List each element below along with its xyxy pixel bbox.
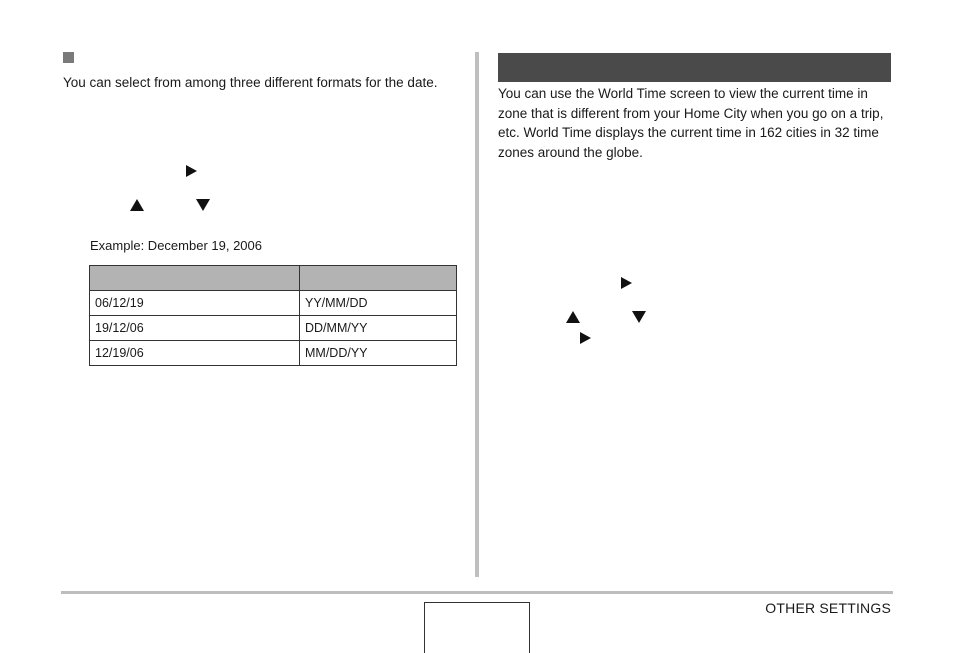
paragraph-line: zones around the globe. [498, 144, 643, 160]
section-title-bar [498, 53, 891, 82]
page-number-box [424, 602, 530, 653]
table-cell-example: 06/12/19 [90, 291, 300, 316]
footer-section-label: OTHER SETTINGS [765, 600, 891, 616]
down-arrow-icon [632, 311, 646, 323]
up-arrow-icon [130, 199, 144, 211]
footer-rule [61, 591, 893, 594]
example-text: Example: December 19, 2006 [90, 238, 262, 253]
table-cell-example: 19/12/06 [90, 316, 300, 341]
square-bullet-icon [63, 52, 74, 63]
table-cell-format: MM/DD/YY [300, 341, 457, 366]
table-header-cell [300, 266, 457, 291]
table-cell-format: DD/MM/YY [300, 316, 457, 341]
date-format-table [89, 265, 457, 366]
table-header-cell [90, 266, 300, 291]
world-time-description [498, 84, 894, 162]
table-cell-example: 12/19/06 [90, 341, 300, 366]
paragraph-line: etc. World Time displays the current time in 162 cities in 32 time [498, 125, 879, 140]
table-cell-format: YY/MM/DD [300, 291, 457, 316]
right-arrow-icon [621, 277, 632, 289]
paragraph-line: You can use the World Time screen to view the current time in [498, 86, 868, 101]
intro-text: You can select from among three different formats for the date. [63, 75, 438, 90]
paragraph-line: zone that is different from your Home City when you go on a trip, [498, 105, 884, 121]
table-row [90, 291, 457, 316]
up-arrow-icon [566, 311, 580, 323]
column-divider [475, 52, 479, 577]
table-row [90, 316, 457, 341]
table-header-row [90, 266, 457, 291]
right-arrow-icon [186, 165, 197, 177]
down-arrow-icon [196, 199, 210, 211]
right-arrow-icon [580, 332, 591, 344]
table-row [90, 341, 457, 366]
